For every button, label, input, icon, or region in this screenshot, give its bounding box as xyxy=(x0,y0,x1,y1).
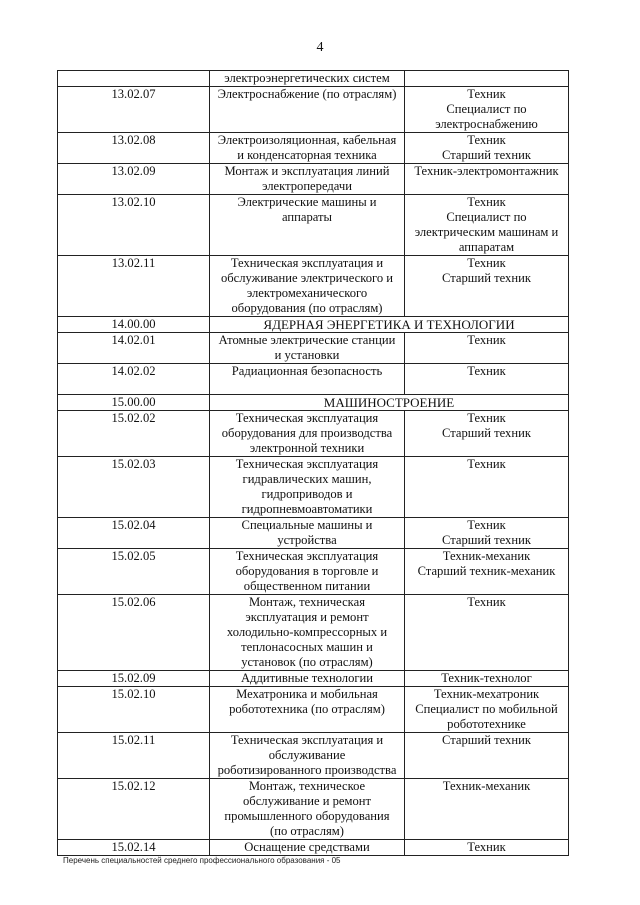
qualification-cell xyxy=(405,256,569,317)
specialty-name-line: аппараты xyxy=(281,210,333,224)
table-row xyxy=(58,164,569,195)
table-row xyxy=(58,595,569,671)
specialty-name-cell xyxy=(210,133,405,164)
qualification-line: Техник xyxy=(467,518,506,532)
table-row xyxy=(58,840,569,856)
specialty-name-line: электромеханического xyxy=(246,286,368,300)
specialty-name-line: Атомные электрические станции xyxy=(218,333,396,347)
qualification-line: Техник xyxy=(467,256,506,270)
qualification-line: Специалист по xyxy=(446,210,527,224)
specialty-name-line: электропередачи xyxy=(262,179,352,193)
qualification-cell xyxy=(405,840,569,856)
qualification-cell xyxy=(405,164,569,195)
code-cell: 13.02.07 xyxy=(58,87,210,133)
qualification-line: электрическим машинам и xyxy=(414,225,559,239)
specialty-name-line: гидропневмоавтоматики xyxy=(241,502,373,516)
specialty-name-line: Техническая эксплуатация xyxy=(235,457,379,471)
specialty-name-cell xyxy=(210,333,405,364)
code-cell: 14.02.01 xyxy=(58,333,210,364)
specialty-name-line: гидравлических машин, xyxy=(242,472,372,486)
table-row xyxy=(58,256,569,317)
qualification-line: Техник-мехатроник xyxy=(433,687,540,701)
table-row xyxy=(58,671,569,687)
qualification-line: Техник-механик xyxy=(442,549,531,563)
qualification-cell xyxy=(405,595,569,671)
specialty-name-cell xyxy=(210,71,405,87)
specialty-name-line: Электроснабжение (по отраслям) xyxy=(217,87,397,101)
specialty-name-line: устройства xyxy=(277,533,337,547)
specialty-name-cell xyxy=(210,840,405,856)
qualification-cell xyxy=(405,671,569,687)
qualification-cell xyxy=(405,364,569,395)
code-cell: 13.02.11 xyxy=(58,256,210,317)
qualification-cell xyxy=(405,133,569,164)
table-row xyxy=(58,195,569,256)
code-cell: 13.02.08 xyxy=(58,133,210,164)
qualification-line: Техник xyxy=(467,87,506,101)
specialty-name-line: Аддитивные технологии xyxy=(240,671,374,685)
qualification-cell xyxy=(405,733,569,779)
specialty-name-line: обслуживание электрического и xyxy=(220,271,394,285)
specialty-name-cell xyxy=(210,549,405,595)
qualification-line: Техник xyxy=(467,457,506,471)
group-title-cell: МАШИНОСТРОЕНИЕ xyxy=(210,395,569,411)
specialty-name-line: Техническая эксплуатация xyxy=(235,411,379,425)
qualification-line: Специалист по xyxy=(446,102,527,116)
page-number: 4 xyxy=(316,40,324,55)
qualification-line: Старший техник xyxy=(442,271,531,285)
code-cell: 15.02.09 xyxy=(58,671,210,687)
qualification-line: Старший техник xyxy=(442,426,531,440)
specialties-table-body xyxy=(58,71,569,856)
table-row xyxy=(58,518,569,549)
specialty-name-cell xyxy=(210,733,405,779)
qualification-cell xyxy=(405,549,569,595)
specialty-name-line: общественном питании xyxy=(243,579,371,593)
specialty-name-cell xyxy=(210,256,405,317)
specialty-name-line: Специальные машины и xyxy=(241,518,373,532)
footer-note: Перечень специальностей среднего профессионального образования - 05 xyxy=(63,856,341,865)
specialty-name-line: Монтаж, техническое xyxy=(248,779,366,793)
specialty-name-line: Монтаж и эксплуатация линий xyxy=(224,164,390,178)
table-row xyxy=(58,733,569,779)
qualification-line: электроснабжению xyxy=(435,117,538,131)
specialty-name-line: Радиационная безопасность xyxy=(231,364,383,378)
specialty-name-line: Электрические машины и xyxy=(237,195,377,209)
specialty-name-line: оборудования (по отраслям) xyxy=(231,301,383,315)
specialty-name-line: (по отраслям) xyxy=(270,824,344,838)
specialty-name-line: холодильно-компрессорных и xyxy=(226,625,388,639)
specialty-name-line: Техническая эксплуатация xyxy=(235,549,379,563)
qualification-cell xyxy=(405,779,569,840)
code-cell: 15.02.10 xyxy=(58,687,210,733)
qualification-line: Техник xyxy=(467,595,506,609)
specialty-name-line: оборудования для производства xyxy=(221,426,393,440)
table-row xyxy=(58,457,569,518)
specialty-name-line: Монтаж, техническая xyxy=(248,595,365,609)
code-cell xyxy=(58,71,210,87)
qualification-line: Техник xyxy=(467,195,506,209)
specialty-name-line: Мехатроника и мобильная xyxy=(236,687,378,701)
table-row xyxy=(58,333,569,364)
specialty-name-line: электроэнергетических систем xyxy=(224,71,390,85)
specialty-name-cell xyxy=(210,671,405,687)
specialty-name-line: промышленного оборудования xyxy=(224,809,390,823)
code-cell: 13.02.09 xyxy=(58,164,210,195)
qualification-line: Специалист по мобильной xyxy=(415,702,558,716)
specialty-name-cell xyxy=(210,595,405,671)
qualification-line: Техник xyxy=(467,840,506,854)
qualification-line: Старший техник xyxy=(442,733,531,747)
qualification-line: Техник xyxy=(467,333,506,347)
specialty-name-line: обслуживание xyxy=(268,748,346,762)
specialty-name-line: Оснащение средствами xyxy=(244,840,370,854)
specialty-name-cell xyxy=(210,364,405,395)
specialty-name-line: оборудования в торговле и xyxy=(235,564,379,578)
qualification-cell xyxy=(405,87,569,133)
qualification-cell xyxy=(405,457,569,518)
group-title-cell: ЯДЕРНАЯ ЭНЕРГЕТИКА И ТЕХНОЛОГИИ xyxy=(210,317,569,333)
code-cell: 15.02.03 xyxy=(58,457,210,518)
specialty-name-line: и конденсаторная техника xyxy=(237,148,377,162)
code-cell: 15.02.04 xyxy=(58,518,210,549)
specialty-name-line: гидроприводов и xyxy=(261,487,353,501)
specialty-name-line: и установки xyxy=(274,348,340,362)
specialty-name-line: электронной техники xyxy=(249,441,365,455)
qualification-cell xyxy=(405,518,569,549)
code-cell: 15.02.12 xyxy=(58,779,210,840)
group-row xyxy=(58,395,569,411)
specialty-name-line: теплонасосных машин и xyxy=(241,640,373,654)
qualification-line: Старший техник-механик xyxy=(417,564,556,578)
group-row xyxy=(58,317,569,333)
table-row xyxy=(58,779,569,840)
table-row xyxy=(58,411,569,457)
table-row xyxy=(58,364,569,395)
qualification-line: Старший техник xyxy=(442,533,531,547)
code-cell: 13.02.10 xyxy=(58,195,210,256)
code-cell: 15.02.11 xyxy=(58,733,210,779)
code-cell: 15.02.05 xyxy=(58,549,210,595)
specialty-name-line: установок (по отраслям) xyxy=(241,655,373,669)
table-row xyxy=(58,687,569,733)
code-cell: 15.02.14 xyxy=(58,840,210,856)
specialty-name-cell xyxy=(210,779,405,840)
code-cell: 15.00.00 xyxy=(58,395,210,411)
qualification-cell xyxy=(405,411,569,457)
specialty-name-cell xyxy=(210,411,405,457)
specialty-name-cell xyxy=(210,195,405,256)
qualification-line: аппаратам xyxy=(458,240,515,254)
qualification-cell xyxy=(405,71,569,87)
specialty-name-cell xyxy=(210,457,405,518)
specialty-name-cell xyxy=(210,87,405,133)
code-cell: 14.00.00 xyxy=(58,317,210,333)
qualification-line: Техник xyxy=(467,411,506,425)
table-row xyxy=(58,549,569,595)
qualification-line: Техник-электромонтажник xyxy=(414,164,559,178)
qualification-line: Техник xyxy=(467,364,506,378)
specialty-name-line: робототехника (по отраслям) xyxy=(229,702,385,716)
code-cell: 14.02.02 xyxy=(58,364,210,395)
table-row xyxy=(58,133,569,164)
specialty-name-line: обслуживание и ремонт xyxy=(242,794,372,808)
specialty-name-line: роботизированного производства xyxy=(217,763,397,777)
qualification-cell xyxy=(405,195,569,256)
specialty-name-line: Техническая эксплуатация и xyxy=(230,733,384,747)
specialties-table xyxy=(57,70,569,856)
qualification-line: Техник-механик xyxy=(442,779,531,793)
table-row xyxy=(58,71,569,87)
qualification-cell xyxy=(405,687,569,733)
qualification-cell xyxy=(405,333,569,364)
qualification-line: Техник xyxy=(467,133,506,147)
code-cell: 15.02.06 xyxy=(58,595,210,671)
qualification-line: Техник-технолог xyxy=(441,671,532,685)
code-cell: 15.02.02 xyxy=(58,411,210,457)
specialty-name-line: эксплуатация и ремонт xyxy=(245,610,369,624)
specialty-name-cell xyxy=(210,687,405,733)
qualification-line: робототехнике xyxy=(447,717,526,731)
specialty-name-line: Электроизоляционная, кабельная xyxy=(217,133,397,147)
table-row xyxy=(58,87,569,133)
specialty-name-cell xyxy=(210,518,405,549)
specialty-name-cell xyxy=(210,164,405,195)
specialty-name-line: Техническая эксплуатация и xyxy=(230,256,384,270)
qualification-line: Старший техник xyxy=(442,148,531,162)
